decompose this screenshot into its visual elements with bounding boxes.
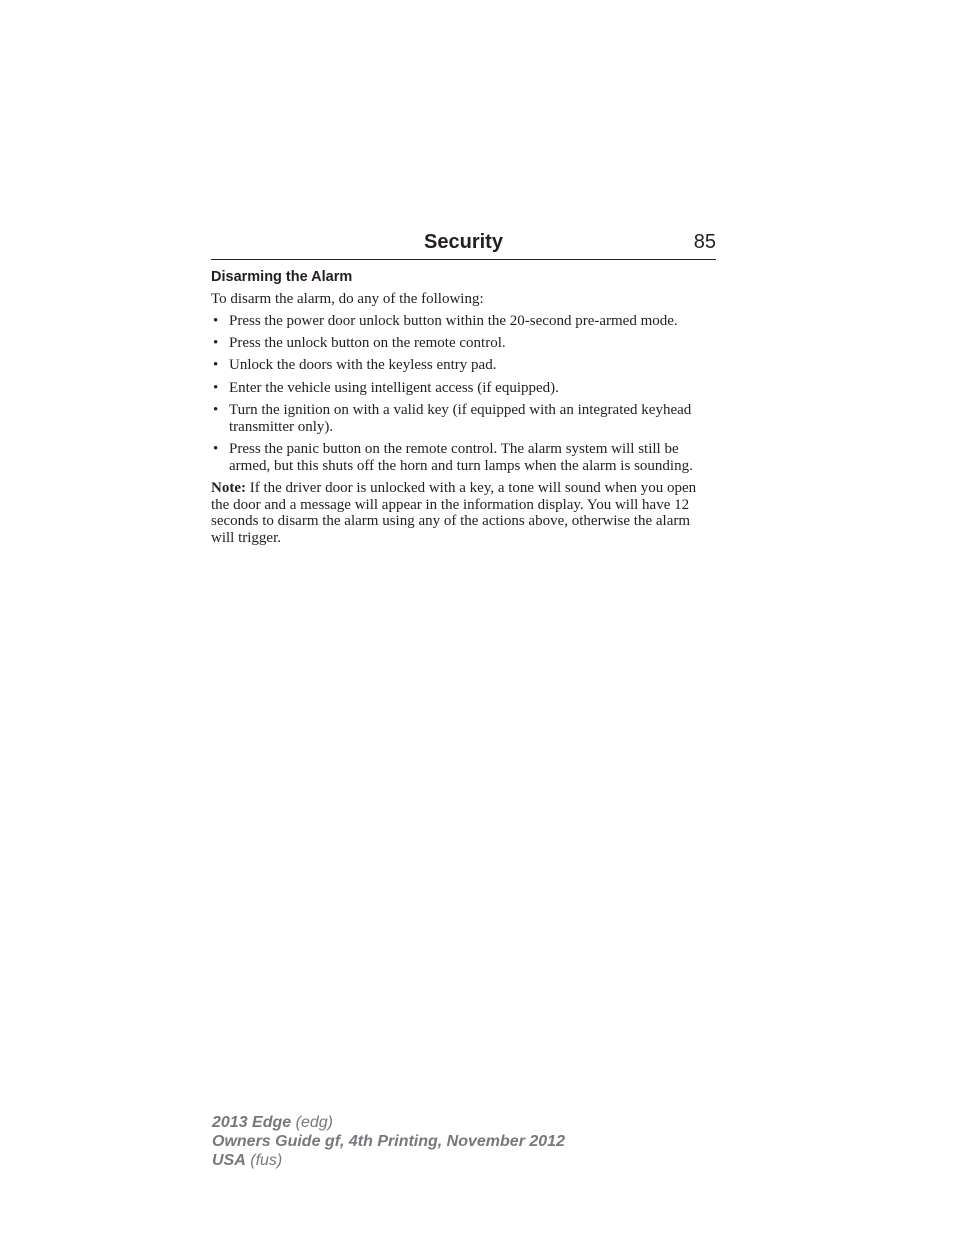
footer-model-code: (edg) (295, 1114, 333, 1131)
footer-region-line (212, 1151, 565, 1170)
bullet-icon: • (213, 379, 219, 396)
note-paragraph (211, 480, 711, 546)
subsection-heading: Disarming the Alarm (211, 269, 353, 285)
list-item (211, 402, 711, 435)
list-item (211, 313, 711, 330)
disarm-methods-list (211, 313, 711, 475)
intro-paragraph: To disarm the alarm, do any of the following: (211, 291, 484, 307)
page-header (211, 228, 716, 260)
list-item (211, 441, 711, 474)
footer-model: 2013 Edge (212, 1114, 292, 1131)
list-item-text: Enter the vehicle using intelligent access (if equipped). (229, 379, 559, 396)
list-item-text: Press the power door unlock button within the 20-second pre-armed mode. (229, 312, 678, 329)
bullet-icon: • (213, 334, 219, 351)
bullet-icon: • (213, 357, 219, 374)
section-title: Security (424, 231, 503, 253)
list-item (211, 380, 711, 397)
footer-region: USA (212, 1152, 246, 1169)
list-item-text: Turn the ignition on with a valid key (if equipped with an integrated keyhead transmitter only). (229, 402, 692, 435)
list-item-text: Unlock the doors with the keyless entry pad. (229, 357, 497, 374)
page-content (211, 268, 711, 547)
footer-guide: Owners Guide gf, 4th Printing, November 2012 (212, 1133, 565, 1150)
bullet-icon: • (213, 402, 219, 419)
list-item-text: Press the panic button on the remote control. The alarm system will still be armed, but this shuts off the horn and turn lamps when the alarm is sounding. (229, 441, 693, 474)
bullet-icon: • (213, 312, 219, 329)
footer-model-line (212, 1113, 565, 1132)
note-text: If the driver door is unlocked with a key, a tone will sound when you open the door and a message will appear in the information display. You will have 12 seconds to disarm the alarm using any of the actions above, otherwise the alarm will trigger. (211, 480, 697, 546)
list-item (211, 357, 711, 374)
footer-region-code: (fus) (250, 1152, 283, 1169)
note-label: Note: (211, 480, 246, 497)
page-footer (212, 1113, 565, 1170)
bullet-icon: • (213, 441, 219, 458)
list-item (211, 335, 711, 352)
list-item-text: Press the unlock button on the remote control. (229, 334, 506, 351)
page-number: 85 (693, 231, 716, 253)
